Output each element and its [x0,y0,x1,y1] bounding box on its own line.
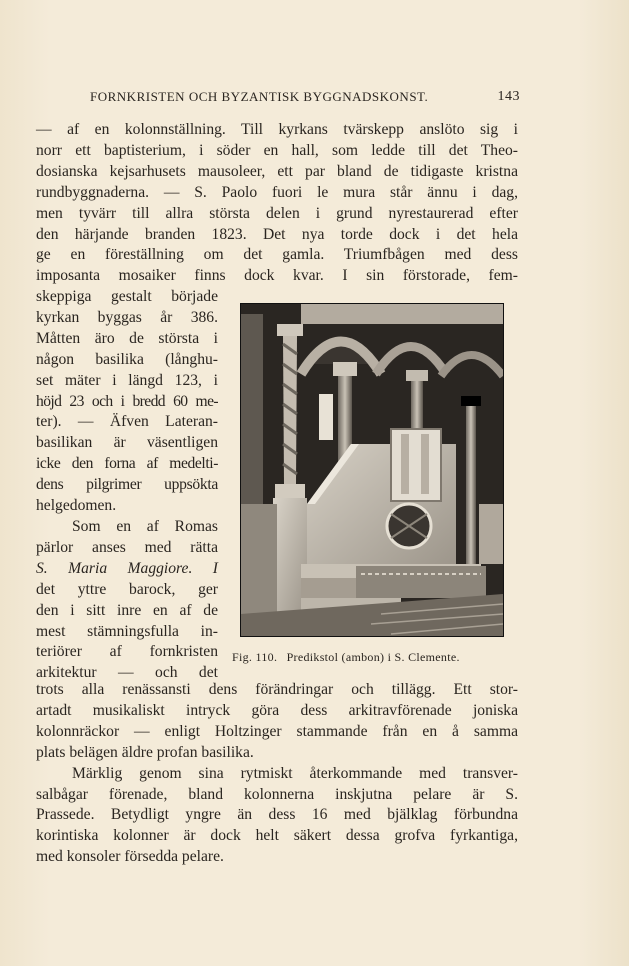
figure-label: Fig. 110. [232,650,278,664]
text-line: pärlor anses med rätta [36,538,218,556]
text-line: trots alla renässansti dens förändringar och tillägg. Ett stor- [36,681,518,698]
text-line: salbågar förenade, bland kolonnerna inskjutna pelare är S. [36,785,518,803]
text-line: teriörer af fornkristen [36,643,218,661]
figure-caption-text: Predikstol (ambon) i S. Clemente. [286,650,460,664]
text-line: skeppiga gestalt började [36,288,218,305]
text-line: det yttre barock, ger [36,580,218,598]
text-line: basilikan är väsentligen [36,434,218,452]
text-line: kolonnräckor — enligt Holtzinger stammande från en å samma [36,722,518,740]
text-line: plats belägen äldre profan basilika. [36,743,254,761]
text-line: helgedomen. [36,497,117,515]
text-line: Måtten äro de största i [36,329,218,347]
text-line: artadt musikaliskt intryck göra dess arkitravförenade joniska [36,701,518,719]
ambon-illustration [241,304,503,636]
text-line: — af en kolonnställning. Till kyrkans tvärskepp anslöto sig i [36,121,518,138]
figure-photo-ambon [240,303,504,637]
text-line: imposanta mosaiker finns dock kvar. I sin förstorade, fem- [36,267,518,285]
text-line: arkitektur — och det [36,664,218,682]
text-line: ter). — Äfven Lateran- [36,413,218,431]
paragraph-top [36,120,518,287]
text-line: men tyvärr till allra största delen i grund nyrestaurerad efter [36,204,518,222]
text-line: S. Maria Maggiore. I [36,559,218,577]
text-line: korintiska kolonner är dock helt säkert dessa grofva fyrkantiga, [36,827,518,845]
text-line: kyrkan byggas år 386. [36,308,218,326]
text-line: dens pilgrimer uppsökta [36,476,218,494]
paragraph-side [36,287,218,684]
text-line: norr ett baptisterium, i söder en hall, som ledde till det Theo- [36,141,518,159]
text-line: höjd 23 och i bredd 60 me- [36,392,218,410]
page-number: 143 [497,89,520,104]
text-line: någon basilika (långhu- [36,350,218,368]
text-line: Prassede. Betydligt yngre än dess 16 med bjälklag förbundna [36,806,518,824]
paragraph-bottom [36,680,518,868]
text-line: set mäter i längd 123, i [36,371,218,389]
running-title: FORNKRISTEN OCH BYZANTISK BYGGNADSKONST. [90,89,429,104]
text-line: dosianska kejsarhusets mausoleer, ett par bland de tidigaste kristna [36,162,518,180]
text-line: icke den forna af medelti- [36,455,218,473]
text-line: den i sitt inre en af de [36,601,218,619]
text-line: ge en föreställning om det gamla. Triumfbågen med dess [36,246,518,264]
figure-caption [232,650,522,665]
text-line: mest stämningsfulla in- [36,622,218,640]
text-line: rundbyggnaderna. — S. Paolo fuori le mura står ännu i dag, [36,183,518,201]
text-line: med konsoler försedda pelare. [36,848,224,866]
text-line: Märklig genom sina rytmiskt återkommande med transver- [72,764,518,782]
text-line: den härjande branden 1823. Det nya torde dock i det hela [36,225,518,243]
text-line: Som en af Romas [72,517,218,535]
